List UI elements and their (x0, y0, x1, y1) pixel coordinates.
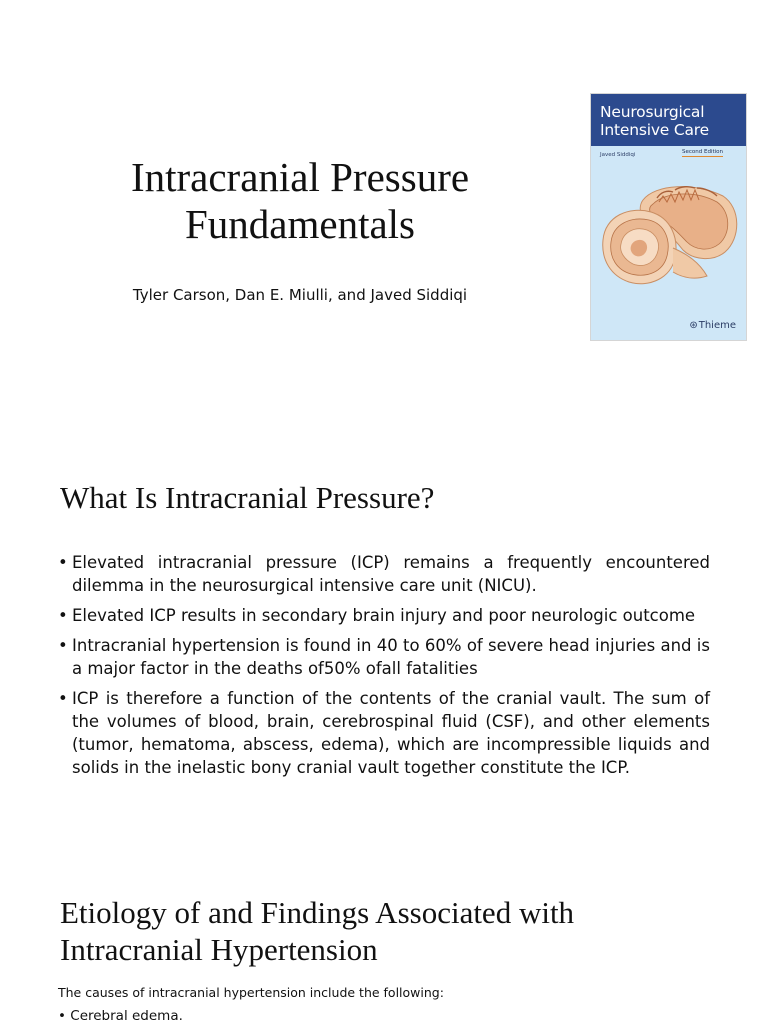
title-line-2: Fundamentals (184, 201, 416, 247)
slide-heading (60, 894, 740, 968)
book-cover-title-line-2: Intensive Care (600, 121, 709, 139)
list-item (58, 551, 710, 597)
bullet-icon: • (58, 636, 68, 655)
book-cover-image (590, 93, 747, 341)
list-item (58, 687, 710, 779)
list-item (58, 634, 710, 680)
heading-line-1: Etiology of and Findings Associated with (60, 895, 575, 930)
list-item (58, 604, 710, 627)
list-item (58, 1008, 183, 1024)
book-cover-title-line-1: Neurosurgical (600, 103, 705, 121)
bullet-list (58, 551, 710, 786)
what-is-icp-slide (0, 445, 768, 840)
bullet-text: Elevated ICP results in secondary brain injury and poor neurologic outcome (72, 606, 696, 625)
bullet-icon: • (58, 553, 68, 572)
title-slide (0, 0, 768, 410)
book-cover-publisher-label: Thieme (698, 320, 736, 331)
heading-line-2: Intracranial Hypertension (60, 932, 378, 967)
publisher-logo-icon: ⊛ (689, 320, 698, 331)
presentation-title (60, 154, 540, 248)
etiology-slide (0, 870, 768, 1024)
slide-heading: What Is Intracranial Pressure? (60, 480, 435, 515)
bullet-icon: • (58, 606, 68, 625)
bullet-icon: • (58, 1008, 66, 1024)
bullet-text: Elevated intracranial pressure (ICP) remains a frequently encountered dilemma in the neurosurgical intensive care unit (NICU). (72, 553, 710, 595)
book-cover-publisher (689, 320, 736, 331)
authors-line: Tyler Carson, Dan E. Miulli, and Javed Siddiqi (132, 286, 468, 304)
title-line-1: Intracranial Pressure (130, 154, 470, 200)
bullet-icon: • (58, 689, 68, 708)
book-cover-title (600, 103, 709, 139)
book-cover-author: Javed Siddiqi (600, 152, 636, 158)
bullet-text: Intracranial hypertension is found in 40 to 60% of severe head injuries and is a major factor in the deaths of50% ofall fatalities (72, 636, 710, 678)
book-cover-edition: Second Edition (682, 149, 724, 155)
bullet-text: Cerebral edema. (70, 1008, 183, 1024)
bullet-text: ICP is therefore a function of the contents of the cranial vault. The sum of the volumes of blood, brain, cerebrospinal fluid (CSF), and other elements (tumor, hematoma, abscess, edema), which are incompressible liquids and solids in the inelastic bony cranial vault together constitute the ICP. (72, 689, 710, 777)
causes-intro-text: The causes of intracranial hypertension include the following: (58, 985, 444, 1000)
brain-cross-section-illustration (595, 178, 743, 294)
